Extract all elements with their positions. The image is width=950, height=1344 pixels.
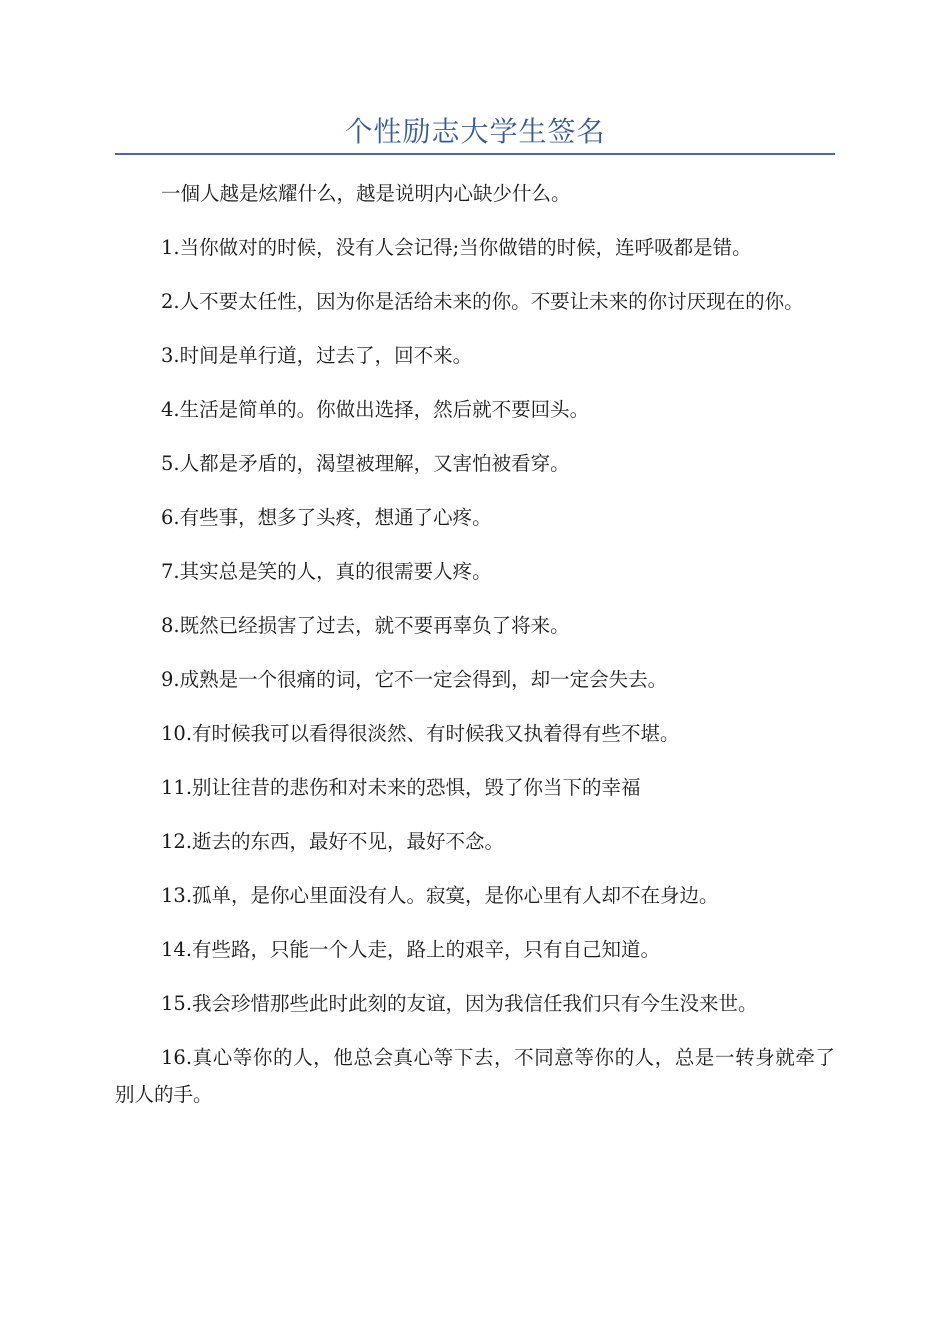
paragraph-intro: 一個人越是炫耀什么，越是说明内心缺少什么。 (161, 182, 571, 205)
paragraph-9: 9.成熟是一个很痛的词，它不一定会得到，却一定会失去。 (161, 668, 668, 691)
paragraph-7: 7.其实总是笑的人，真的很需要人疼。 (161, 560, 492, 583)
paragraph-8: 8.既然已经损害了过去，就不要再辜负了将来。 (161, 614, 570, 637)
paragraph-10: 10.有时候我可以看得很淡然、有时候我又执着得有些不堪。 (161, 722, 680, 745)
paragraph-2: 2.人不要太任性，因为你是活给未来的你。不要让未来的你讨厌现在的你。 (161, 290, 804, 313)
title-underline (115, 153, 835, 155)
paragraph-12: 12.逝去的东西，最好不见，最好不念。 (161, 830, 505, 853)
document-title: 个性励志大学生签名 (344, 115, 606, 148)
paragraph-16: 16.真心等你的人，他总会真心等下去，不同意等你的人，总是一转身就牵了别人的手。 (115, 1046, 835, 1106)
paragraph-11: 11.别让往昔的悲伤和对未来的恐惧，毁了你当下的幸福 (161, 776, 641, 799)
paragraph-15: 15.我会珍惜那些此时此刻的友谊，因为我信任我们只有今生没来世。 (161, 992, 758, 1015)
paragraph-3: 3.时间是单行道，过去了，回不来。 (161, 344, 473, 367)
document-body (115, 175, 835, 1130)
paragraph-4: 4.生活是简单的。你做出选择，然后就不要回头。 (161, 398, 590, 421)
paragraph-5: 5.人都是矛盾的，渴望被理解，又害怕被看穿。 (161, 452, 570, 475)
paragraph-6: 6.有些事，想多了头疼，想通了心疼。 (161, 506, 492, 529)
paragraph-14: 14.有些路，只能一个人走，路上的艰辛，只有自己知道。 (161, 938, 661, 961)
paragraph-1: 1.当你做对的时候，没有人会记得;当你做错的时候，连呼吸都是错。 (161, 236, 752, 259)
paragraph-13: 13.孤单，是你心里面没有人。寂寞，是你心里有人却不在身边。 (161, 884, 719, 907)
